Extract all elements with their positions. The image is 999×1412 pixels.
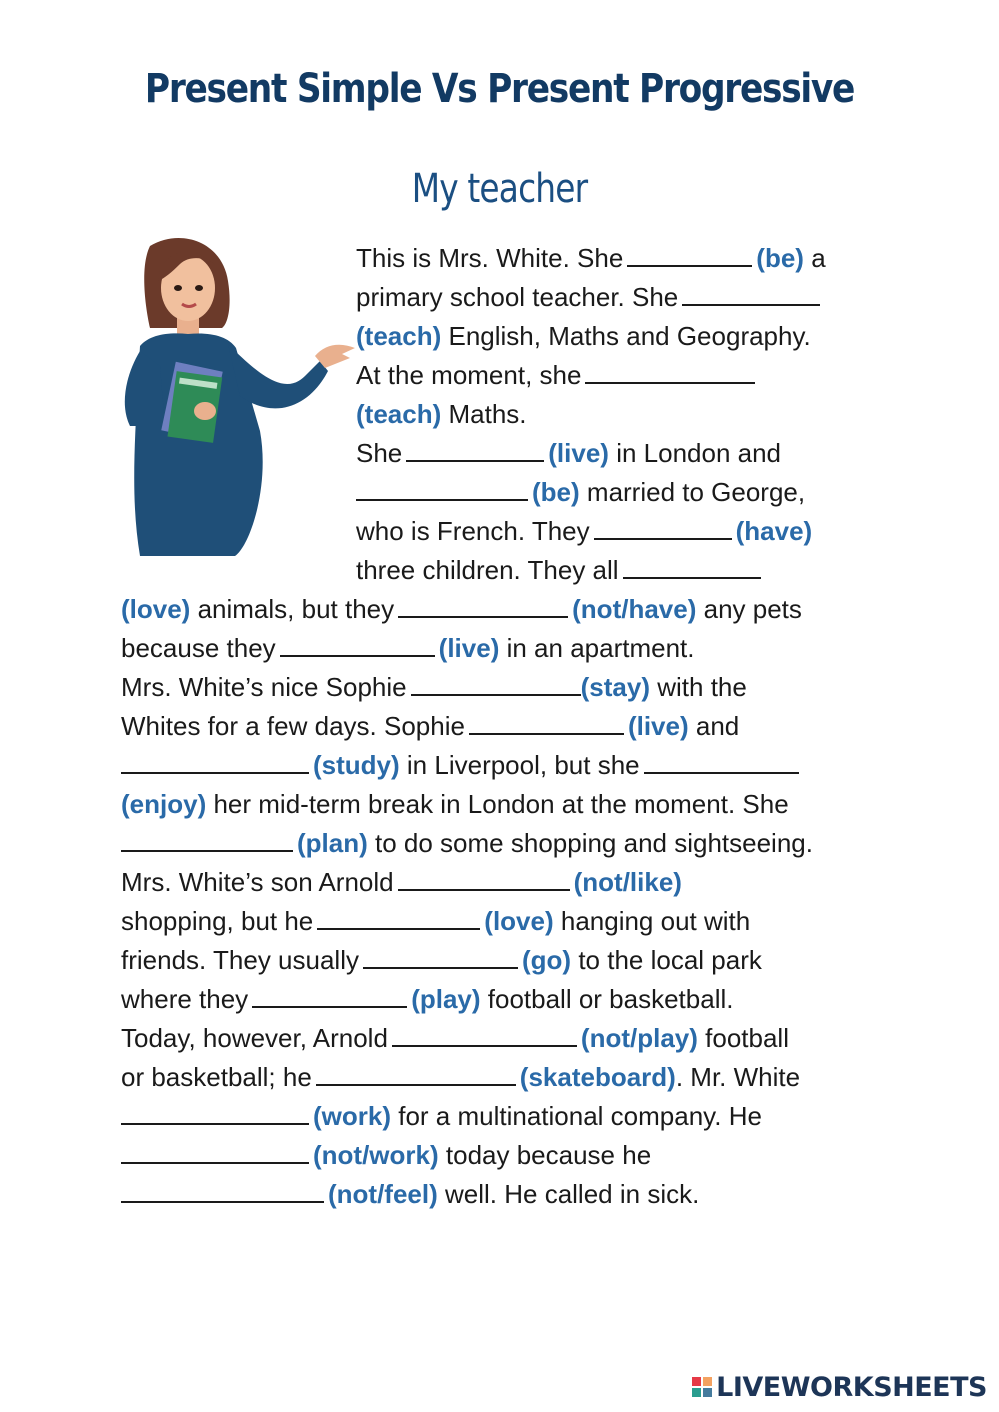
text-line-11: because they (live) in an apartment. xyxy=(121,633,695,663)
answer-blank[interactable] xyxy=(392,1023,577,1047)
answer-blank[interactable] xyxy=(363,945,518,969)
answer-blank[interactable] xyxy=(317,906,480,930)
text-line-1: This is Mrs. White. She (be) a xyxy=(356,243,826,273)
answer-blank[interactable] xyxy=(398,867,570,891)
answer-blank[interactable] xyxy=(411,672,581,696)
text-line-8: who is French. They (have) xyxy=(356,516,813,546)
answer-blank[interactable] xyxy=(644,750,799,774)
answer-blank[interactable] xyxy=(682,282,820,306)
answer-blank[interactable] xyxy=(585,360,755,384)
text-line-14: (study) in Liverpool, but she xyxy=(121,749,803,781)
text-line-9: three children. They all xyxy=(356,554,765,586)
text-line-23: (work) for a multinational company. He xyxy=(121,1100,762,1132)
text-line-22: or basketball; he (skateboard). Mr. White xyxy=(121,1062,801,1092)
answer-blank[interactable] xyxy=(356,477,528,501)
logo-text: LIVEWORKSHEETS xyxy=(716,1371,987,1403)
text-line-7: (be) married to George, xyxy=(356,476,805,508)
answer-blank[interactable] xyxy=(316,1062,516,1086)
text-line-4: At the moment, she xyxy=(356,359,759,391)
answer-blank[interactable] xyxy=(469,711,624,735)
answer-blank[interactable] xyxy=(121,828,293,852)
text-line-19: friends. They usually (go) to the local park xyxy=(121,945,762,975)
text-line-12: Mrs. White’s nice Sophie (stay) with the xyxy=(121,672,747,702)
text-line-17: Mrs. White’s son Arnold (not/like) xyxy=(121,867,682,897)
text-line-24: (not/work) today because he xyxy=(121,1139,651,1171)
text-line-2: primary school teacher. She xyxy=(356,281,824,313)
text-line-20: where they (play) football or basketball. xyxy=(121,984,734,1014)
text-line-25: (not/feel) well. He called in sick. xyxy=(121,1178,699,1210)
answer-blank[interactable] xyxy=(280,633,435,657)
answer-blank[interactable] xyxy=(406,438,544,462)
text-line-16: (plan) to do some shopping and sightseeing. xyxy=(121,827,813,859)
teacher-illustration xyxy=(110,236,360,566)
text-line-18: shopping, but he (love) hanging out with xyxy=(121,906,751,936)
answer-blank[interactable] xyxy=(594,516,732,540)
text-line-3: (teach) English, Maths and Geography. xyxy=(356,321,811,351)
answer-blank[interactable] xyxy=(121,1101,309,1125)
text-line-13: Whites for a few days. Sophie (live) and xyxy=(121,711,740,741)
answer-blank[interactable] xyxy=(252,984,407,1008)
page-title: Present Simple Vs Present Progressive xyxy=(144,66,855,112)
page-subtitle: My teacher xyxy=(411,166,588,212)
liveworksheets-logo[interactable] xyxy=(692,1370,987,1404)
logo-icon xyxy=(692,1377,712,1397)
text-line-6: She (live) in London and xyxy=(356,438,782,468)
answer-blank[interactable] xyxy=(121,1179,324,1203)
answer-blank[interactable] xyxy=(121,1140,309,1164)
text-line-5: (teach) Maths. xyxy=(356,399,527,429)
answer-blank[interactable] xyxy=(623,555,761,579)
text-line-21: Today, however, Arnold (not/play) football xyxy=(121,1023,789,1053)
answer-blank[interactable] xyxy=(398,594,568,618)
answer-blank[interactable] xyxy=(121,750,309,774)
answer-blank[interactable] xyxy=(627,243,752,267)
text-line-15: (enjoy) her mid-term break in London at the moment. She xyxy=(121,789,789,819)
text-line-10: (love) animals, but they (not/have) any pets xyxy=(121,594,802,624)
